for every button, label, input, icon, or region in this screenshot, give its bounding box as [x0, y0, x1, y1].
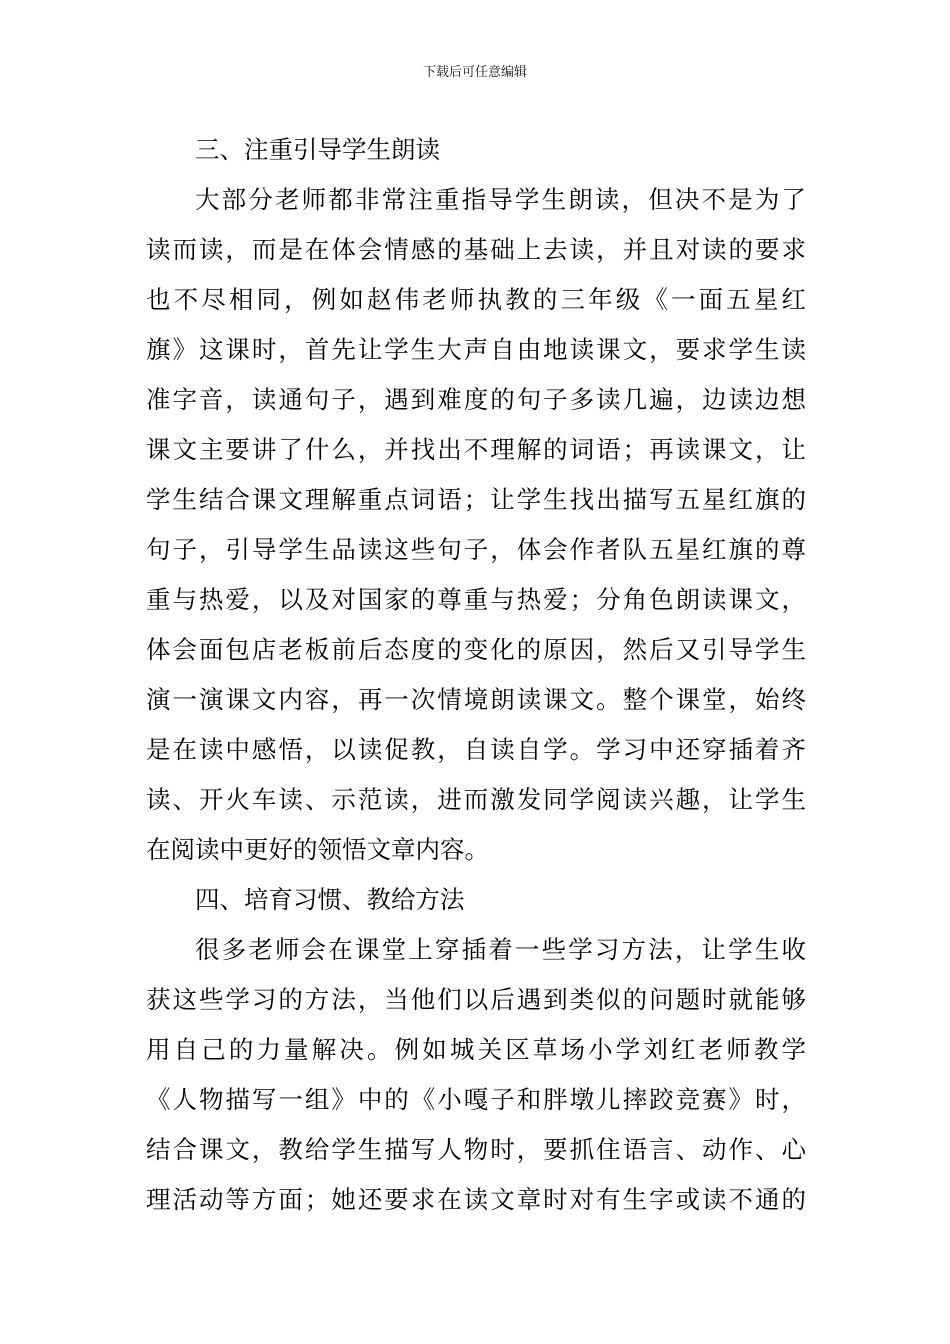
- paragraph-line: 理活动等方面；她还要求在读文章时对有生字或读不通的: [146, 1185, 806, 1214]
- document-body: [146, 125, 806, 1225]
- paragraph-line: 旗》这课时，首先让学生大声自由地读课文，要求学生读: [146, 335, 806, 364]
- paragraph-line: 获这些学习的方法，当他们以后遇到类似的问题时就能够: [146, 985, 806, 1014]
- page-header: 下载后可任意编辑: [422, 65, 527, 80]
- paragraph-line: 大部分老师都非常注重指导学生朗读，但决不是为了: [195, 185, 806, 214]
- paragraph-line: 很多老师会在课堂上穿插着一些学习方法，让学生收: [195, 935, 806, 964]
- paragraph-line: 学生结合课文理解重点词语；让学生找出描写五星红旗的: [146, 485, 806, 514]
- paragraph-line: 读而读，而是在体会情感的基础上去读，并且对读的要求: [146, 235, 806, 264]
- paragraph-line: 课文主要讲了什么，并找出不理解的词语；再读课文，让: [146, 435, 806, 464]
- paragraph-line: 是在读中感悟，以读促教，自读自学。学习中还穿插着齐: [146, 735, 806, 764]
- paragraph-line: 用自己的力量解决。例如城关区草场小学刘红老师教学: [146, 1035, 806, 1064]
- paragraph-line: 在阅读中更好的领悟文章内容。: [146, 835, 489, 864]
- paragraph-line: 重与热爱，以及对国家的尊重与热爱；分角色朗读课文，: [146, 585, 806, 614]
- section-heading-3: 三、注重引导学生朗读: [195, 135, 440, 164]
- paragraph-line: 体会面包店老板前后态度的变化的原因，然后又引导学生: [146, 635, 806, 664]
- paragraph-line: 也不尽相同，例如赵伟老师执教的三年级《一面五星红: [146, 285, 806, 314]
- paragraph-line: 演一演课文内容，再一次情境朗读课文。整个课堂，始终: [146, 685, 806, 714]
- paragraph-line: 结合课文，教给学生描写人物时，要抓住语言、动作、心: [146, 1135, 806, 1164]
- paragraph-line: 句子，引导学生品读这些句子，体会作者队五星红旗的尊: [146, 535, 806, 564]
- paragraph-line: 《人物描写一组》中的《小嘎子和胖墩儿摔跤竞赛》时，: [146, 1085, 806, 1114]
- section-heading-4: 四、培育习惯、教给方法: [195, 885, 465, 914]
- paragraph-line: 准字音，读通句子，遇到难度的句子多读几遍，边读边想: [146, 385, 806, 414]
- paragraph-line: 读、开火车读、示范读，进而激发同学阅读兴趣，让学生: [146, 785, 806, 814]
